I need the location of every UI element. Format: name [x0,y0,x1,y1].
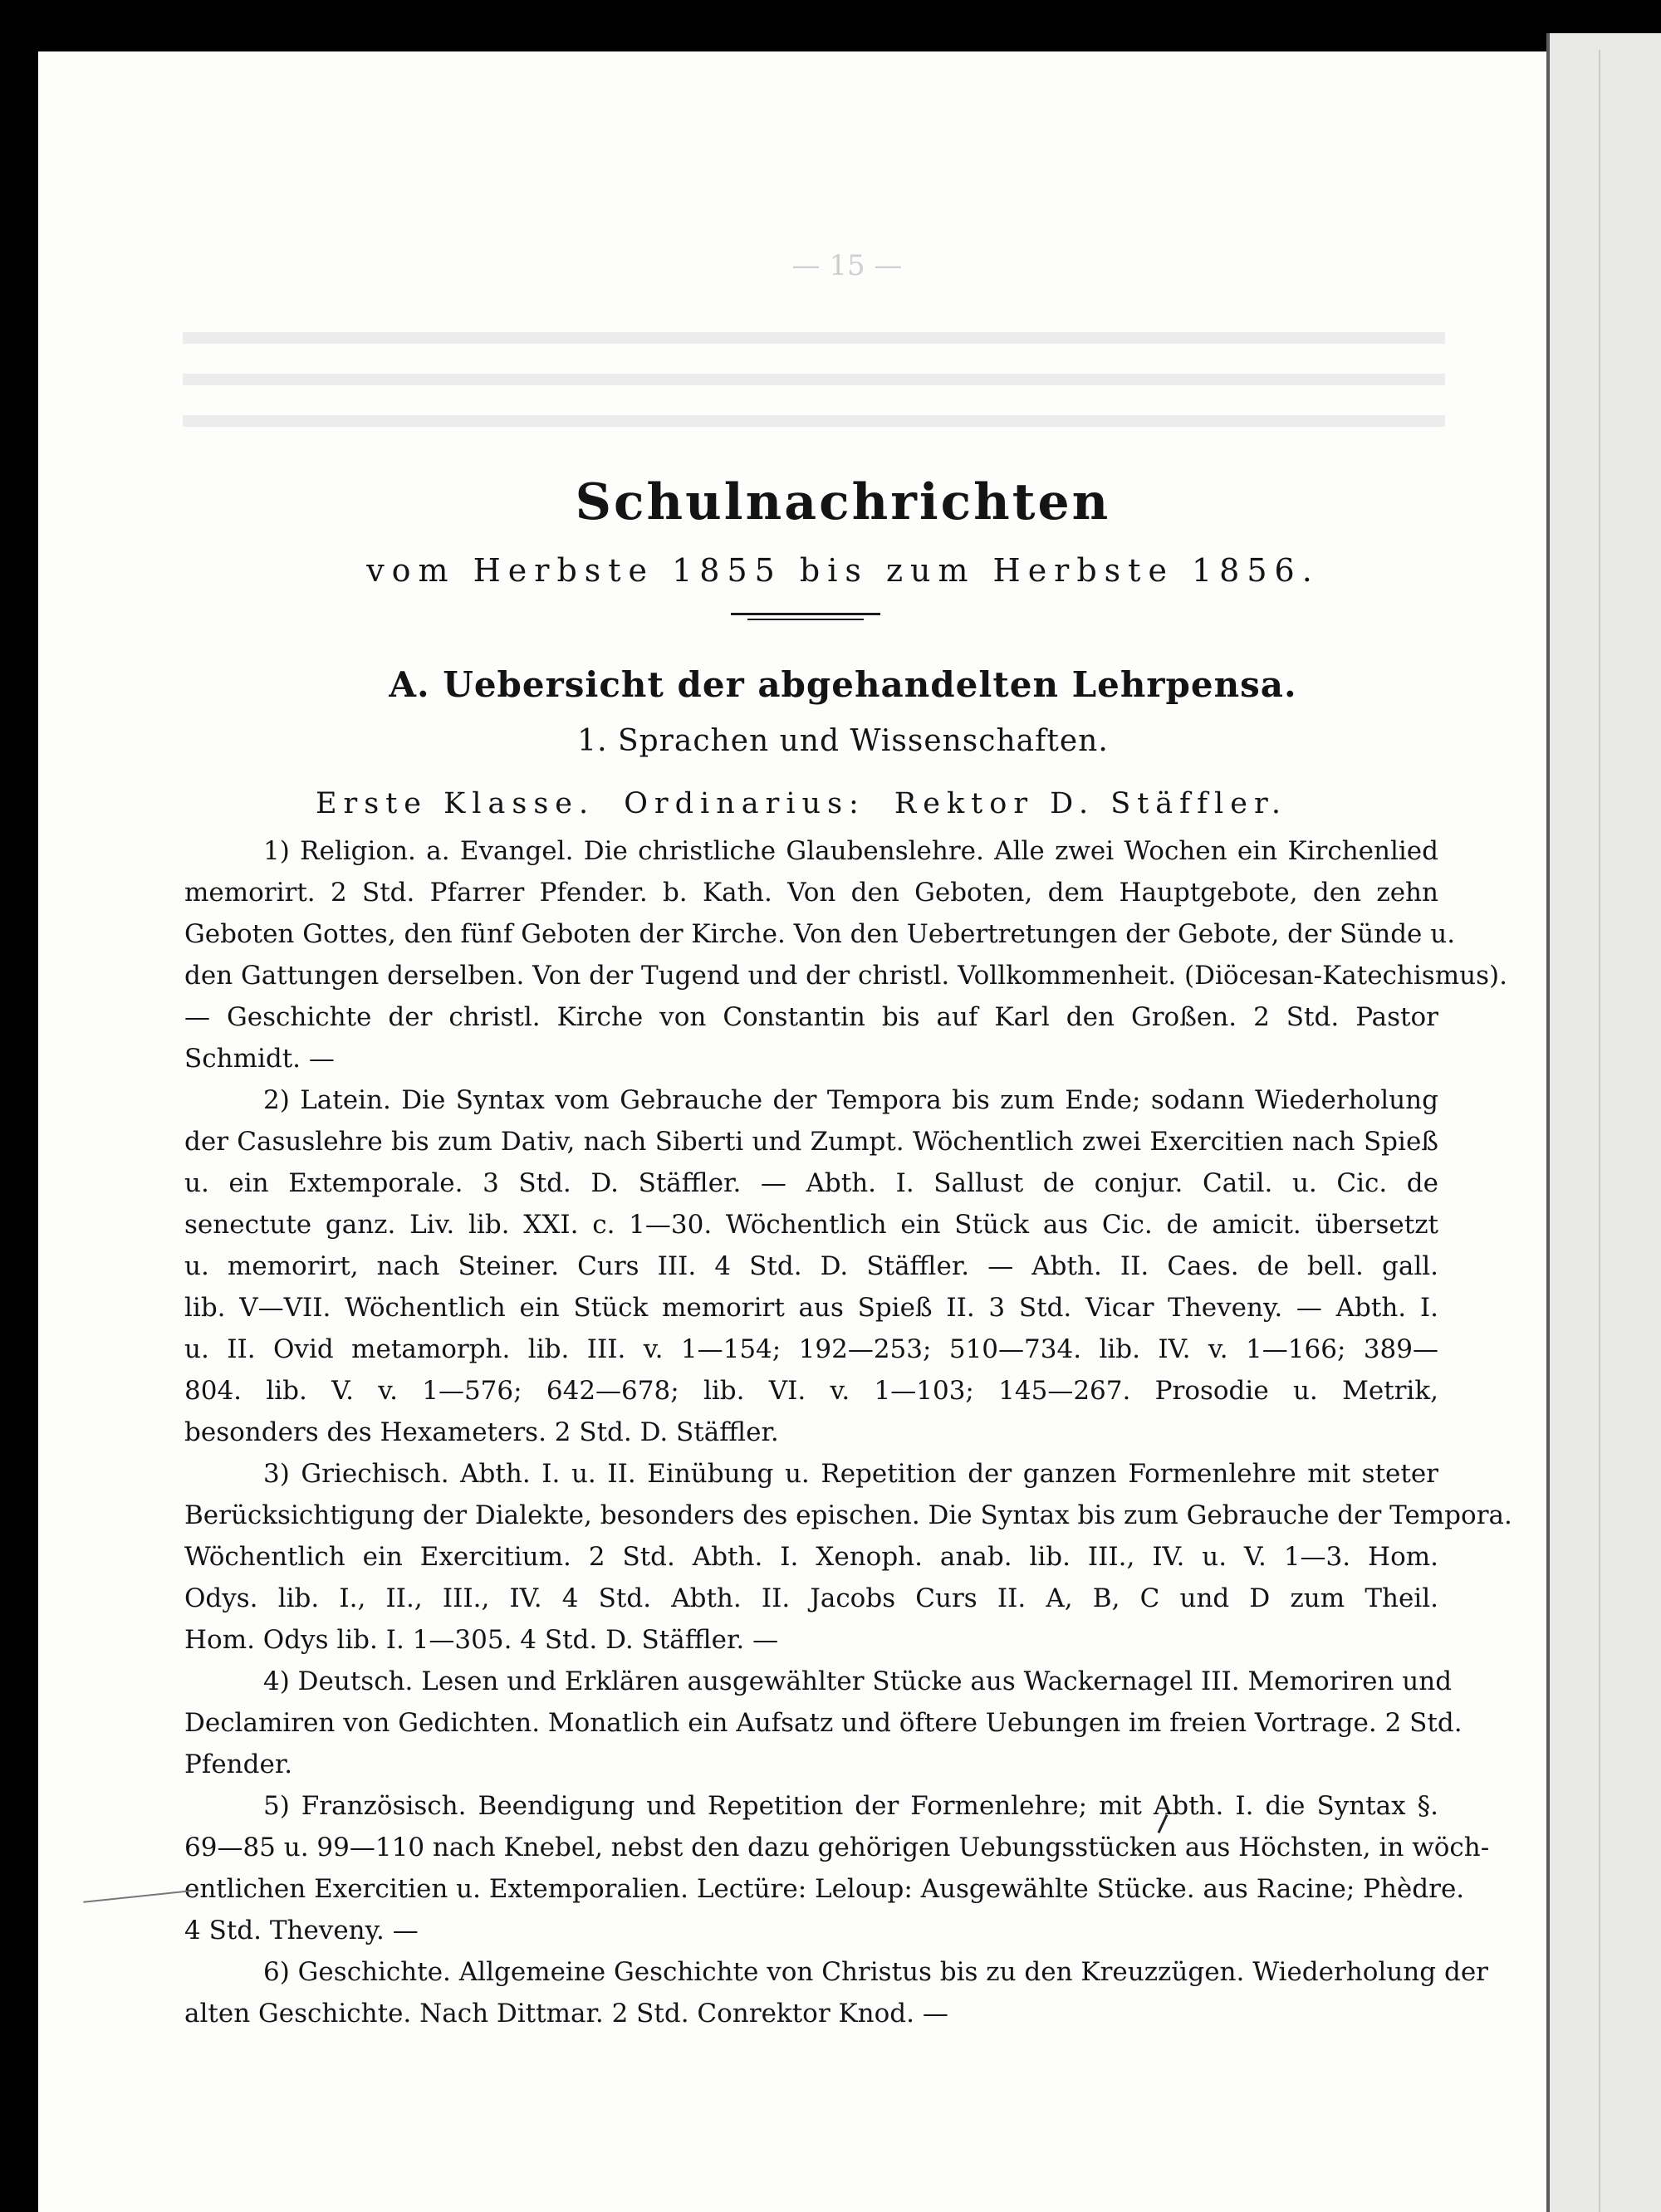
adjacent-page-fold [1599,50,1600,2212]
text-line: Odys. lib. I., II., III., IV. 4 Std. Abth. II. Jacobs Curs II. A, B, C und D zum Theil. [184,1583,1438,1613]
text-line: u. ein Extemporale. 3 Std. D. Stäffler. — Abth. I. Sallust de conjur. Catil. u. Cic. de [184,1168,1438,1198]
text-line: lib. V—VII. Wöchentlich ein Stück memorirt aus Spieß II. 3 Std. Vicar Theveny. — Abth. I. [184,1293,1438,1323]
text-line: Wöchentlich ein Exercitium. 2 Std. Abth. I. Xenoph. anab. lib. III., IV. u. V. 1—3. Hom. [184,1542,1438,1572]
class-line [316,787,1287,820]
text-line: 69—85 u. 99—110 nach Knebel, nebst den dazu gehörigen Uebungsstücken aus Höchsten, in wöch- [184,1833,1490,1862]
text-line: 4) Deutsch. Lesen und Erklären ausgewählter Stücke aus Wackernagel III. Memoriren und [263,1666,1453,1696]
class-name: Erste Klasse. [316,787,595,820]
bleed-through-text [183,374,1445,385]
title-rule [731,613,880,615]
text-line: 2) Latein. Die Syntax vom Gebrauche der Tempora bis zum Ende; sodann Wiederholung [263,1085,1438,1115]
page-title: Schulnachrichten [575,473,1111,531]
text-line: — Geschichte der christl. Kirche von Constantin bis auf Karl den Großen. 2 Std. Pastor [184,1002,1438,1032]
text-line: entlichen Exercitien u. Extemporalien. Lectüre: Leloup: Ausgewählte Stücke. aus Racine; Phèdre. [184,1874,1465,1904]
ordinarius-label: Ordinarius: [624,787,865,820]
text-line: Hom. Odys lib. I. 1—305. 4 Std. D. Stäffler. — [184,1625,779,1655]
adjacent-page [1550,33,1661,2212]
page-number: — 15 — [791,249,903,282]
text-line: Declamiren von Gedichten. Monatlich ein Aufsatz und öftere Uebungen im freien Vortrage. 2 Std. [184,1708,1463,1738]
text-line: u. memorirt, nach Steiner. Curs III. 4 Std. D. Stäffler. — Abth. II. Caes. de bell. gall. [184,1251,1438,1281]
text-line: den Gattungen derselben. Von der Tugend und der christl. Vollkommenheit. (Diöcesan-Katechismus). [184,961,1507,991]
text-line: Schmidt. — [184,1044,335,1074]
scan-border-top [0,0,1661,51]
title-rule-inner [747,619,864,620]
text-line: 6) Geschichte. Allgemeine Geschichte von Christus bis zu den Kreuzzügen. Wiederholung der [263,1957,1488,1987]
text-line: 1) Religion. a. Evangel. Die christliche Glaubenslehre. Alle zwei Wochen ein Kirchenlied [263,836,1438,866]
ordinarius-name: Rektor D. Stäffler. [894,787,1287,820]
body-text [184,830,1512,2034]
text-line: 804. lib. V. v. 1—576; 642—678; lib. VI. v. 1—103; 145—267. Prosodie u. Metrik, [184,1376,1438,1406]
text-line: 5) Französisch. Beendigung und Repetition der Formenlehre; mit Abth. I. die Syntax §. [263,1791,1438,1821]
text-line: Geboten Gottes, den fünf Geboten der Kirche. Von den Uebertretungen der Gebote, der Sünde u. [184,919,1456,949]
text-line: memorirt. 2 Std. Pfarrer Pfender. b. Kath. Von den Geboten, dem Hauptgebote, den zehn [184,878,1438,908]
scan-border-left [0,0,38,2212]
subsection-heading: 1. Sprachen und Wissenschaften. [577,724,1109,758]
text-line: 3) Griechisch. Abth. I. u. II. Einübung u. Repetition der ganzen Formenlehre mit steter [263,1459,1438,1489]
page-subtitle: vom Herbste 1855 bis zum Herbste 1856. [366,552,1320,589]
text-line: u. II. Ovid metamorph. lib. III. v. 1—154; 192—253; 510—734. lib. IV. v. 1—166; 389— [184,1334,1438,1364]
text-line: der Casuslehre bis zum Dativ, nach Siberti und Zumpt. Wöchentlich zwei Exercitien nach Spieß [184,1127,1438,1157]
text-line: alten Geschichte. Nach Dittmar. 2 Std. Conrektor Knod. — [184,1999,948,2028]
bleed-through-text [183,415,1445,427]
text-line: Pfender. [184,1750,293,1779]
bleed-through-text [183,332,1445,344]
text-line: besonders des Hexameters. 2 Std. D. Stäffler. [184,1417,779,1447]
text-line: senectute ganz. Liv. lib. XXI. c. 1—30. Wöchentlich ein Stück aus Cic. de amicit. übersetzt [184,1210,1438,1240]
section-heading: A. Uebersicht der abgehandelten Lehrpensa. [389,664,1297,705]
text-line: 4 Std. Theveny. — [184,1916,419,1945]
text-line: Berücksichtigung der Dialekte, besonders des epischen. Die Syntax bis zum Gebrauche der Tempora. [184,1500,1512,1530]
